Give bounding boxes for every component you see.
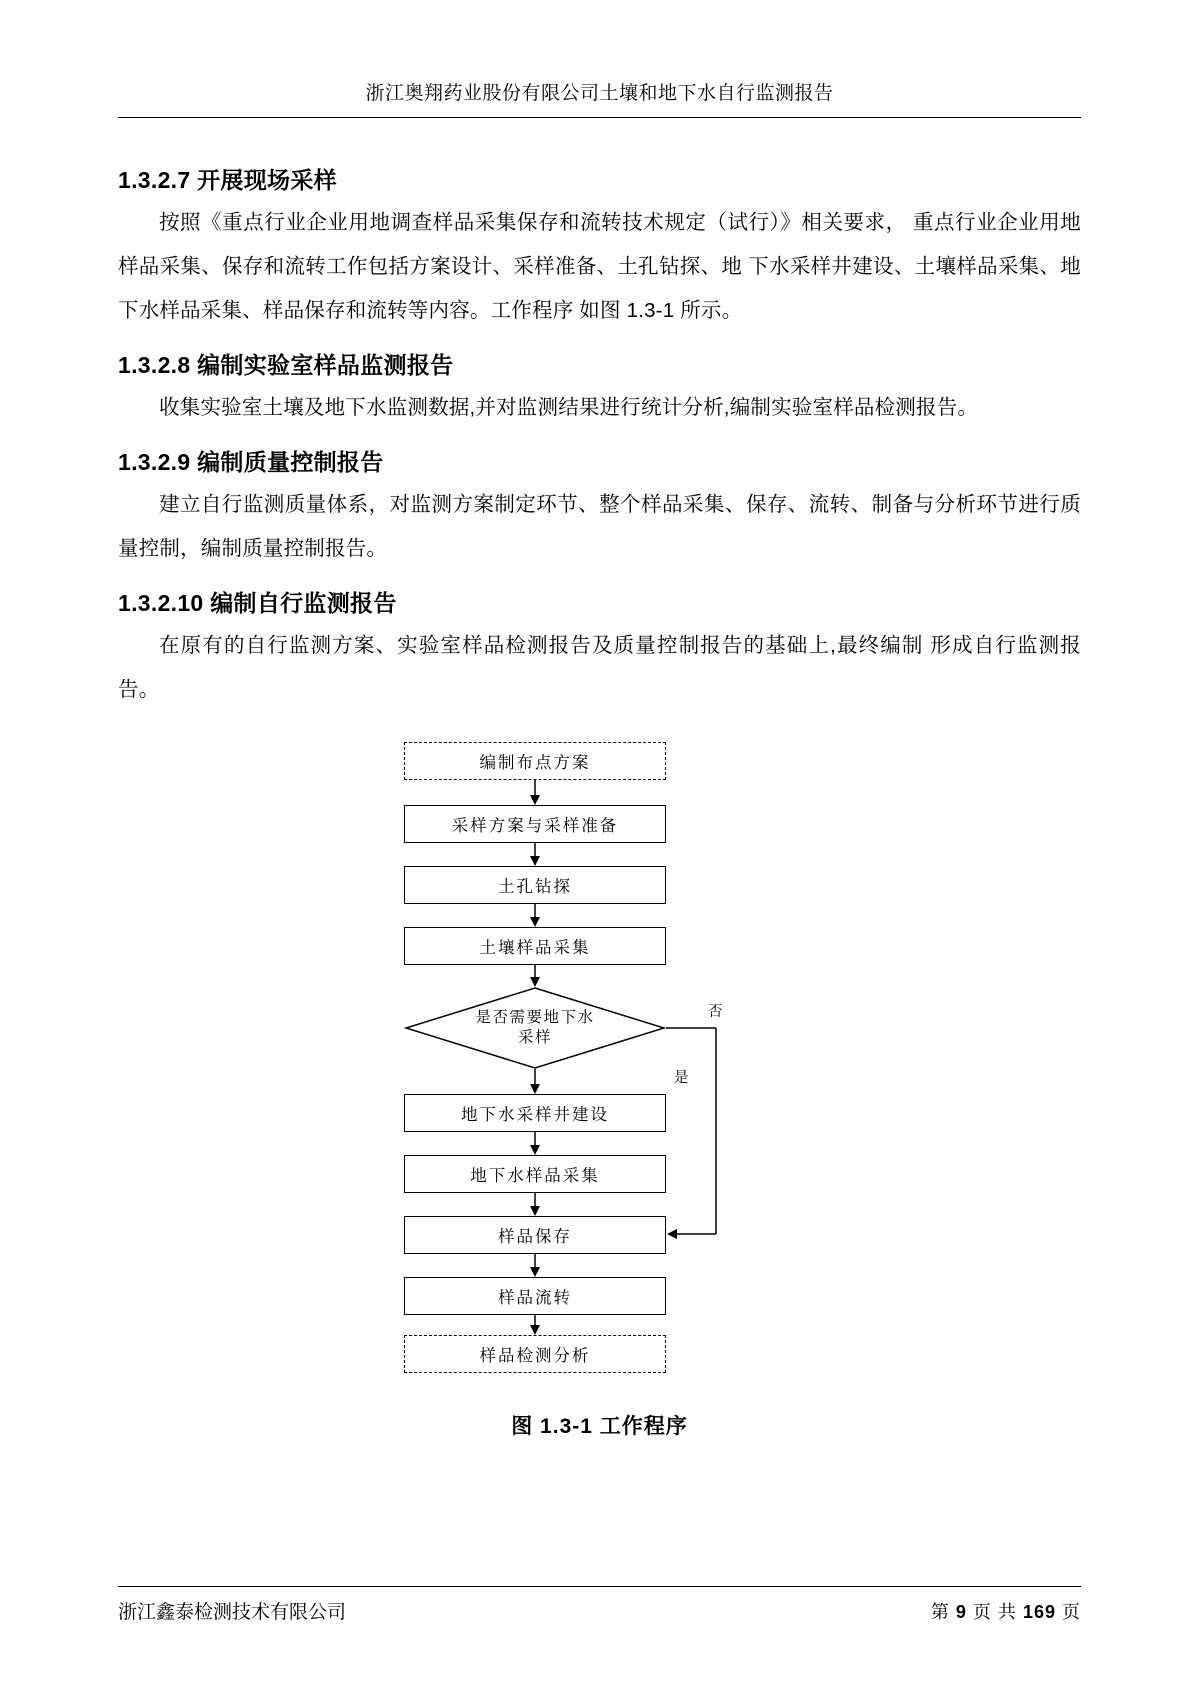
figure-workflow — [118, 742, 1081, 1438]
section-paragraph-1327: 按照《重点行业企业用地调查样品采集保存和流转技术规定（试行）》相关要求， 重点行业企业用地样品采集、保存和流转工作包括方案设计、采样准备、土孔钻探、地 下水采样井建设、土壤样品采集、地下水样品采集、样品保存和流转等内容。工作程序 如图 1.3-1 所示。 — [118, 211, 1081, 322]
page-footer — [118, 1586, 1081, 1624]
page-prefix: 第 — [930, 1602, 950, 1622]
page-middle: 页 共 — [972, 1602, 1017, 1622]
flow-node-sample-preservation: 样品保存 — [404, 1216, 666, 1254]
page-suffix: 页 — [1062, 1602, 1081, 1622]
decision-label-line1: 是否需要地下水 — [475, 1009, 595, 1026]
figure-caption: 图 1.3-1 工作程序 — [511, 1415, 688, 1438]
flow-node-sample-analysis: 样品检测分析 — [404, 1335, 666, 1373]
flow-node-soil-sampling: 土壤样品采集 — [404, 927, 666, 965]
page-header — [118, 0, 1081, 118]
section-heading-1328: 1.3.2.8 编制实验室样品监测报告 — [118, 352, 454, 378]
flow-node-groundwater-sampling: 地下水样品采集 — [404, 1155, 666, 1193]
flow-node-soil-drilling: 土孔钻探 — [404, 866, 666, 904]
flow-node-well-construction: 地下水采样井建设 — [404, 1094, 666, 1132]
running-title: 浙江奥翔药业股份有限公司土壤和地下水自行监测报告 — [365, 83, 834, 104]
footer-company: 浙江鑫泰检测技术有限公司 — [118, 1602, 347, 1623]
document-body — [118, 118, 1081, 1438]
flow-node-sample-transfer: 样品流转 — [404, 1277, 666, 1315]
section-heading-13210: 1.3.2.10 编制自行监测报告 — [118, 590, 397, 616]
section-heading-1329: 1.3.2.9 编制质量控制报告 — [118, 449, 384, 475]
page-number: 9 — [955, 1602, 967, 1622]
footer-divider — [118, 1586, 1081, 1587]
footer-pagination — [931, 1598, 1081, 1624]
flow-node-decision-groundwater — [404, 987, 666, 1069]
flow-node-plan: 编制布点方案 — [404, 742, 666, 780]
edge-label-yes: 是 — [674, 1070, 689, 1086]
section-paragraph-1329: 建立自行监测质量体系，对监测方案制定环节、整个样品采集、保存、流转、制备与分析环节进行质量控制，编制质量控制报告。 — [118, 493, 1081, 560]
decision-label — [404, 987, 666, 1069]
decision-label-line2: 采样 — [517, 1029, 552, 1046]
section-heading-1327: 1.3.2.7 开展现场采样 — [118, 167, 337, 193]
flowchart — [118, 742, 1081, 1365]
section-paragraph-13210: 在原有的自行监测方案、实验室样品检测报告及质量控制报告的基础上,最终编制 形成自行监测报告。 — [118, 634, 1081, 701]
section-paragraph-1328: 收集实验室土壤及地下水监测数据,并对监测结果进行统计分析,编制实验室样品检测报告。 — [159, 396, 979, 419]
edge-label-no: 否 — [708, 1004, 723, 1020]
total-pages: 169 — [1022, 1602, 1056, 1622]
flow-node-sampling-plan: 采样方案与采样准备 — [404, 805, 666, 843]
